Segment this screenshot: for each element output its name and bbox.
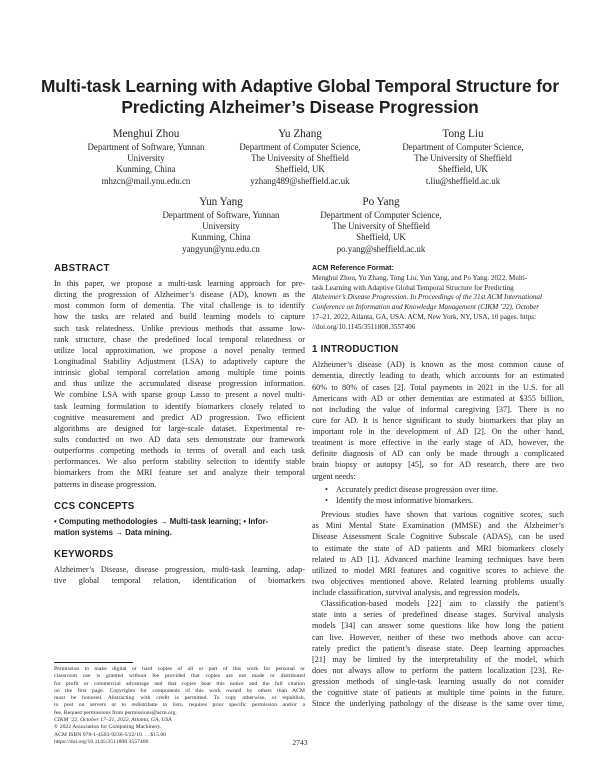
author-block-1: [61, 127, 231, 187]
list-item-text: Identify the most informative biomarkers.: [336, 495, 474, 505]
author-email: yangyun@ynu.edu.cn: [182, 243, 260, 254]
author-email: yzhang489@sheffield.ac.uk: [250, 175, 350, 186]
acm-reference-line: 17–21, 2022, Atlanta, GA, USA. ACM, New York, NY, USA, 10 pages. https:: [312, 312, 537, 321]
author-affiliation: The University of Sheffield: [251, 153, 349, 164]
footnote-divider: [54, 662, 133, 663]
ccs-line: mation systems → Data mining.: [54, 527, 172, 537]
intro-line: 60% to 80% of cases [2]. Total payments in 2021 in the U.S. for all: [312, 382, 564, 392]
author-affiliation: The University of Sheffield: [414, 153, 512, 164]
keywords-text: [54, 564, 305, 586]
intro-line: not including the value of informal caregiving [37]. There is no: [312, 404, 564, 414]
intro-line: dementia, directly leading to death, which accounts for an estimated: [312, 371, 564, 381]
abstract-line: how the tasks are related and build learning models to capture: [54, 312, 305, 322]
abstract-line: rank structure, chase the predefined local temporal relatedness or: [54, 334, 305, 344]
list-item: [312, 484, 564, 495]
intro-line: [21] may be limited by the interpretability of the model, which: [312, 654, 564, 664]
abstract-heading: ABSTRACT: [54, 263, 110, 274]
conference-line: CIKM ’22, October 17–21, 2022, Atlanta, GA, USA: [54, 717, 172, 724]
intro-line: Americans with AD or other dementias are estimated at $355 billion,: [312, 393, 564, 403]
author-name: Menghui Zhou: [112, 128, 180, 140]
acm-reference-text: [312, 274, 564, 332]
abstract-line: patterns in disease progression.: [54, 479, 157, 489]
abstract-line: performances. We also perform stability selection to identify stable: [54, 457, 305, 467]
abstract-line: sults conducted on two AD data sets demonstrate our framework: [54, 434, 305, 444]
author-affiliation: University: [202, 221, 240, 232]
author-location: Sheffield, UK: [438, 164, 488, 175]
author-name: Yu Zhang: [278, 128, 322, 140]
abstract-line: Longitudinal Stability Adjustment (LSA) to adaptively capture the: [54, 356, 305, 366]
abstract-line: outperforms competing methods in terms of overall and each task: [54, 446, 305, 456]
author-location: Kunming, China: [191, 232, 251, 243]
author-name: Po Yang: [362, 196, 400, 208]
intro-line: Alzheimer’s disease (AD) is known as the most common cause of: [312, 360, 564, 370]
author-block-4: [136, 195, 306, 255]
footnote-line: for profit or commercial advantage and that copies bear this notice and the full citation: [54, 680, 305, 687]
abstract-line: utilize local approximation, we propose a novel penalty termed: [54, 345, 305, 355]
author-block-2: [215, 127, 385, 187]
intro-line: cure for AD. It is hence significant to study biomarkers that play an: [312, 415, 564, 425]
author-affiliation: Department of Computer Science,: [320, 210, 442, 220]
author-location: Kunming, China: [116, 164, 176, 175]
intro-line: Disease Assessment Scale Cognitive Subscale (ADAS), can be used: [312, 532, 564, 542]
author-block-3: [378, 127, 548, 187]
footnote-line: fee. Request permissions from permissions@acm.org.: [54, 709, 177, 716]
intro-line: can live. However, neither of these two methods above can accu-: [312, 632, 564, 642]
acm-reference-line: Alzheimer’s Disease Progression. In Proceedings of the 31st ACM International: [312, 293, 542, 302]
keywords-heading: KEYWORDS: [54, 548, 114, 560]
author-name: Yun Yang: [199, 196, 243, 208]
intro-line: Since the underlying pathology of the disease is the same over time,: [312, 699, 564, 709]
acm-reference-heading: ACM Reference Format:: [312, 263, 394, 272]
abstract-line: algorithms are designed for large-scale dataset. Experimental re-: [54, 423, 305, 433]
acm-reference-line: Menghui Zhou, Yu Zhang, Tong Liu, Yun Yang, and Po Yang. 2022. Multi-: [312, 274, 528, 282]
abstract-line: In this paper, we propose a multi-task learning approach for pre-: [54, 279, 305, 288]
intro-line: models [34] can answer some questions like how long the patient: [312, 621, 564, 631]
intro-line: rately predict the patient’s disease state. Deep learning approaches: [312, 643, 564, 653]
doi-link[interactable]: https://doi.org/10.1145/3511808.3557406: [54, 738, 149, 745]
author-location: Sheffield, UK: [356, 232, 406, 243]
author-email: t.liu@sheffield.ac.uk: [425, 175, 501, 186]
abstract-line: We combine LSA with sparse group Lasso to present a novel multi-: [54, 390, 305, 400]
intro-line: the cognitive state of patients at multiple time points in the future.: [312, 688, 564, 698]
abstract-line: biomarkers from the MRI feature set and analyze their temporal: [54, 468, 305, 478]
ccs-concepts: [54, 516, 305, 538]
intro-line: related to AD [1]. Advanced machine learning techniques have been: [312, 554, 564, 564]
intro-line: two objectives mentioned above. Related learning problems usually: [312, 576, 564, 586]
abstract-line: and thus utilize the accumulated disease progression information.: [54, 379, 305, 389]
intro-paragraph-3: [312, 598, 564, 709]
author-affiliation: Department of Computer Science,: [239, 142, 361, 152]
abstract-line: dicting the progression of Alzheimer’s disease (AD), known as the: [54, 290, 305, 300]
intro-line: Classification-based models [22] aim to classify the patient’s: [321, 599, 564, 609]
abstract-line: cognitive measurement and predict AD progression. Two efficient: [54, 412, 305, 422]
footnote-line: classroom use is granted without fee provided that copies are not made or distributed: [54, 673, 305, 680]
author-email: po.yang@sheffield.ac.uk: [336, 243, 426, 254]
copyright-line: © 2022 Association for Computing Machinery.: [54, 724, 162, 731]
footnote-line: Permission to make digital or hard copies of all or part of this work for personal or: [54, 666, 305, 672]
intro-line: gression methods of single-task learning usually do not consider: [312, 677, 564, 687]
author-name: Tong Liu: [442, 128, 484, 140]
acm-reference-line: //doi.org/10.1145/3511808.3557406: [312, 322, 416, 331]
bullet-icon: •: [325, 484, 328, 494]
intro-line: utilized to model MRI features and cognitive scores to achieve the: [312, 565, 564, 575]
abstract-line: such task relatedness. Unlike previous methods that assume low-: [54, 323, 305, 333]
intro-line: state into a series of predefined disease stages. Survival analysis: [312, 610, 564, 620]
intro-line: Previous studies have shown that various cognitive scores, such: [321, 510, 564, 520]
intro-line: to estimate the state of AD patients and MRI biomarkers closely: [312, 543, 564, 553]
intro-line: brain biopsy or autopsy [45], so for AD research, there are two: [312, 460, 564, 470]
author-email: mhzcn@mail.ynu.edu.cn: [101, 175, 191, 186]
left-column: [54, 263, 305, 586]
intro-line: does not always allow to perform the pattern localization [23]. Re-: [312, 666, 564, 676]
introduction-heading: 1 INTRODUCTION: [312, 344, 399, 356]
intro-line: treatment is more effective in the early stage of AD, however, the: [312, 438, 564, 448]
intro-line: important role in the development of AD [2]. On the other hand,: [312, 427, 564, 437]
intro-paragraph-1: [312, 359, 564, 482]
footnote-line: must be honored. Abstracting with credit is permitted. To copy otherwise, or republish,: [54, 695, 305, 702]
list-item: [312, 495, 564, 506]
needs-list: [312, 484, 564, 506]
author-affiliation: The University of Sheffield: [332, 221, 430, 232]
ccs-heading: CCS CONCEPTS: [54, 500, 135, 512]
intro-line: include classification, survival analysis, and regression models.: [312, 588, 520, 598]
author-affiliation: Department of Software, Yunnan: [87, 142, 205, 152]
title-line-1: Multi-task Learning with Adaptive Global Temporal Structure for: [41, 76, 559, 96]
acm-reference-line: Conference on Information and Knowledge Management (CIKM ’22), October: [312, 303, 540, 312]
bullet-icon: •: [325, 495, 328, 505]
abstract-text: [54, 278, 305, 490]
abstract-line: most common form of dementia. The vital challenge is to identify: [54, 301, 305, 311]
author-affiliation: Department of Software, Yunnan: [162, 210, 280, 220]
isbn-line: ACM ISBN 978-1-4503-9236-5/22/10. . . $15.00: [54, 731, 167, 738]
acm-reference-line: task Learning with Adaptive Global Temporal Structure for Predicting: [312, 283, 514, 292]
ccs-line: • Computing methodologies → Multi-task learning; • Infor-: [54, 516, 269, 526]
abstract-line: task learning formulation to identify biomarkers closely related to: [54, 401, 305, 411]
intro-line: urgent needs:: [312, 471, 356, 481]
footnote-line: on the first page. Copyrights for components of this work owned by others than ACM: [54, 687, 305, 694]
intro-line: definite diagnosis of AD can only be made through a complicated: [312, 449, 564, 459]
footnote-line: to post on servers or to redistribute to lists, requires prior specific permission and/or a: [54, 702, 305, 709]
intro-line: as Mini Mental State Examination (MMSE) and the Alzheimer’s: [312, 521, 564, 531]
author-location: Sheffield, UK: [275, 164, 325, 175]
keywords-line: Alzheimer’s Disease, disease progression, multi-task learning, adap-: [54, 564, 305, 574]
author-block-5: [296, 195, 466, 255]
title-line-2: Predicting Alzheimer’s Disease Progression: [121, 97, 479, 117]
paper-title: [40, 76, 560, 118]
intro-paragraph-2: [312, 509, 564, 598]
author-affiliation: University: [127, 153, 165, 164]
right-column: [312, 263, 564, 710]
abstract-line: intrinsic global temporal correlation among multiple time points: [54, 368, 305, 378]
copyright-footnote: [54, 666, 305, 746]
list-item-text: Accurately predict disease progression over time.: [336, 484, 498, 494]
author-affiliation: Department of Computer Science,: [402, 142, 524, 152]
keywords-line: tive global temporal relation, identification of biomarkers: [54, 575, 305, 585]
page-number: 2743: [292, 738, 308, 747]
